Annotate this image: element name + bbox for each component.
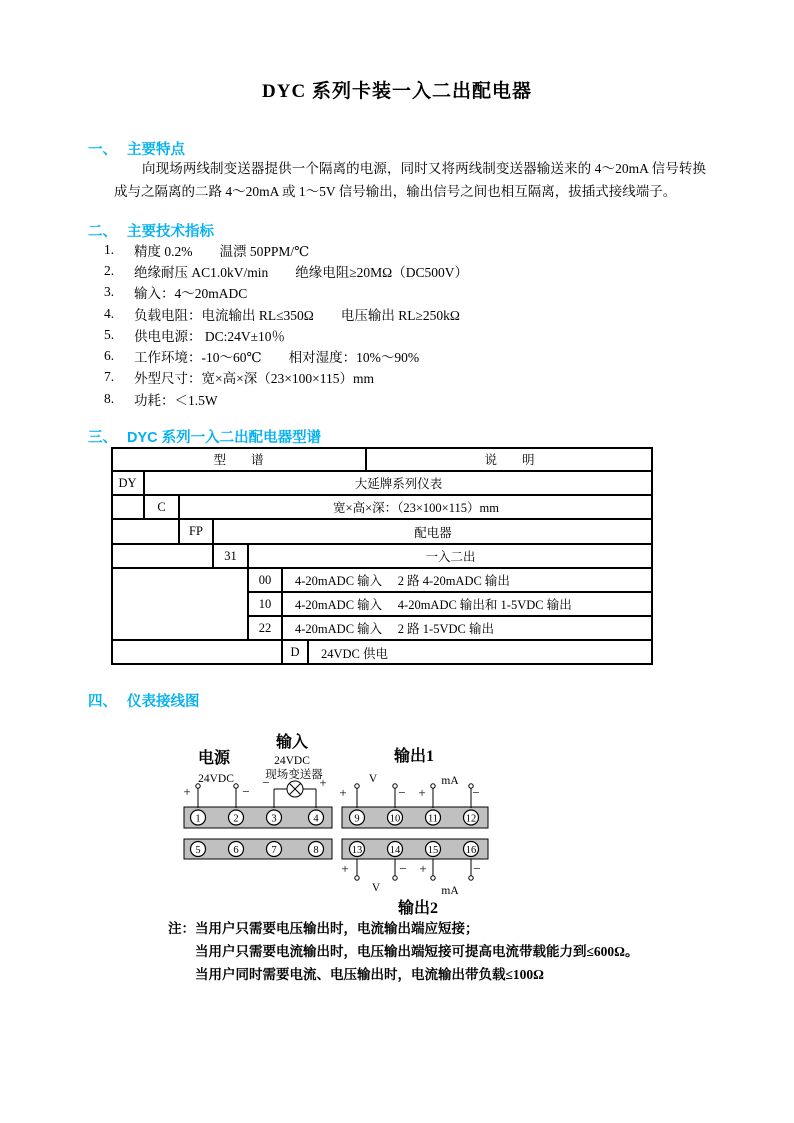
list-item-text: 工作环境：-10～60℃ 相对湿度：10%～90%	[134, 350, 420, 366]
table-code-cell: 00	[248, 568, 282, 592]
section-models-heading	[88, 426, 321, 447]
polarity-sign: +	[319, 775, 327, 790]
model-spectrum-table	[111, 447, 653, 665]
list-item-text: 精度 0.2% 温漂 50PPM/℃	[134, 243, 310, 259]
terminal-number: 12	[465, 813, 477, 825]
list-item-number: 6.	[104, 348, 115, 364]
section-wiring-heading	[88, 690, 200, 711]
section-specs-heading	[88, 220, 214, 241]
polarity-sign: −	[399, 861, 407, 876]
note-label: 注：	[168, 921, 195, 936]
terminal-number: 8	[313, 845, 319, 856]
spec-list	[104, 239, 684, 409]
list-item-text: 外型尺寸：宽×高×深（23×100×115）mm	[134, 371, 374, 387]
current-unit-label: mA	[441, 885, 459, 897]
table-desc-cell: 24VDC 供电	[308, 640, 653, 665]
table-desc-cell: 4-20mADC 输入 2 路 4-20mADC 输出	[282, 568, 653, 592]
wiring-diagram	[170, 727, 500, 919]
polarity-sign: +	[341, 861, 349, 876]
output1-label: 输出1	[393, 748, 435, 765]
table-desc-cell: 配电器	[213, 519, 653, 544]
wire-end-node	[355, 876, 359, 880]
table-code-cell: FP	[179, 519, 213, 544]
table-code-cell: C	[144, 495, 179, 519]
table-desc-cell: 4-20mADC 输入 4-20mADC 输出和 1-5VDC 输出	[282, 592, 653, 616]
section-title: 主要特点	[127, 142, 185, 158]
terminal-number: 10	[389, 813, 401, 825]
note-text: 当用户只需要电压输出时，电流输出端应短接；	[195, 921, 479, 936]
terminal-number: 13	[351, 845, 363, 856]
doc-title: DYC 系列卡装一入二出配电器	[262, 81, 532, 102]
table-code-cell: 22	[248, 616, 282, 640]
polarity-sign: −	[262, 775, 270, 790]
list-item-number: 7.	[104, 369, 115, 385]
table-empty-cell	[111, 519, 179, 544]
table-code-cell: 31	[213, 544, 248, 568]
terminal-number: 16	[465, 845, 477, 856]
terminal-number: 4	[313, 813, 319, 825]
section-title: DYC 系列一入二出配电器型谱	[127, 430, 322, 446]
list-item	[104, 239, 684, 260]
features-paragraph: 向现场两线制变送器提供一个隔离的电源，同时又将两线制变送器输送来的 4～20mA 信号转换成与之隔离的二路 4～20mA 或 1～5V 信号输出，输出信号之间也相互隔离，拔插式接线端子。	[114, 161, 706, 199]
section-title: 仪表接线图	[127, 694, 200, 710]
volt-unit-label: V	[368, 773, 378, 785]
current-unit-label: mA	[441, 775, 459, 787]
note-line: 当用户只需要电流输出时，电压输出端短接可提高电流带载能力到≤600Ω。	[195, 944, 639, 959]
table-code-cell: D	[282, 640, 308, 665]
section-features-heading	[88, 138, 185, 159]
section-number: 一、	[88, 142, 117, 158]
table-desc-cell: 大延牌系列仪表	[144, 471, 653, 495]
terminal-number: 14	[389, 845, 401, 856]
polarity-sign: +	[183, 784, 191, 799]
terminal-number: 11	[427, 813, 439, 825]
terminal-number: 15	[427, 845, 439, 856]
wire-end-node	[431, 876, 435, 880]
wire-end-node	[393, 784, 397, 788]
note-line	[168, 917, 728, 940]
list-item	[104, 388, 684, 409]
list-item-number: 8.	[104, 390, 115, 406]
polarity-sign: −	[242, 784, 250, 799]
table-empty-cell	[111, 640, 282, 665]
wire-end-node	[234, 784, 238, 788]
table-code-cell: DY	[111, 471, 144, 495]
section-number: 三、	[88, 430, 117, 446]
polarity-sign: +	[418, 785, 426, 800]
table-empty-cell	[111, 544, 213, 568]
power-label: 电源	[197, 750, 231, 767]
list-item-number: 3.	[104, 284, 115, 300]
table-empty-cell	[111, 568, 248, 640]
section-number: 四、	[88, 694, 117, 710]
wire-end-node	[355, 784, 359, 788]
output2-label: 输出2	[397, 900, 439, 917]
table-desc-cell: 宽×高×深：（23×100×115）mm	[179, 495, 653, 519]
transmitter-label: 现场变送器	[265, 769, 323, 781]
polarity-sign: +	[419, 861, 427, 876]
list-item-text: 负载电阻：电流输出 RL≤350Ω 电压输出 RL≥250kΩ	[134, 307, 460, 323]
terminal-number: 5	[195, 845, 201, 856]
volt-unit-label: V	[371, 882, 381, 894]
notes-block	[168, 917, 728, 986]
list-item-number: 5.	[104, 326, 115, 342]
list-item-text: 供电电源： DC:24V±10％	[134, 328, 286, 344]
polarity-sign: −	[472, 785, 480, 800]
note-line: 当用户同时需要电流、电压输出时，电流输出带负载≤100Ω	[195, 967, 544, 982]
list-item-text: 输入：4～20mADC	[134, 286, 248, 302]
input-label: 输入	[275, 734, 309, 751]
list-item-number: 4.	[104, 305, 115, 321]
list-item-text: 功耗：＜1.5W	[134, 392, 218, 408]
wire-end-node	[431, 784, 435, 788]
terminal-number: 6	[233, 845, 239, 856]
list-item	[104, 367, 684, 388]
list-item	[104, 324, 684, 345]
list-item	[104, 282, 684, 303]
table-header-model: 型 谱	[111, 447, 366, 471]
terminal-number: 9	[354, 813, 360, 825]
table-desc-cell: 一入二出	[248, 544, 653, 568]
table-code-cell: 10	[248, 592, 282, 616]
power-voltage-label: 24VDC	[198, 773, 234, 785]
list-item-number: 1.	[104, 241, 115, 257]
polarity-sign: −	[473, 861, 481, 876]
wire-end-node	[393, 876, 397, 880]
section-title: 主要技术指标	[127, 224, 214, 240]
list-item-number: 2.	[104, 262, 115, 278]
list-item	[104, 260, 684, 281]
wire-end-node	[469, 876, 473, 880]
list-item-text: 绝缘耐压 AC1.0kV/min 绝缘电阻≥20MΩ（DC500V）	[134, 264, 468, 280]
table-header-desc: 说 明	[366, 447, 653, 471]
polarity-sign: +	[339, 785, 347, 800]
section-number: 二、	[88, 224, 117, 240]
list-item	[104, 345, 684, 366]
input-voltage-label: 24VDC	[274, 755, 310, 767]
wiring-diagram-svg	[170, 727, 500, 919]
table-empty-cell	[111, 495, 144, 519]
terminal-number: 2	[233, 813, 239, 825]
terminal-number: 1	[195, 813, 201, 825]
terminal-number: 3	[271, 813, 277, 825]
terminal-number: 7	[271, 845, 277, 856]
list-item	[104, 303, 684, 324]
table-desc-cell: 4-20mADC 输入 2 路 1-5VDC 输出	[282, 616, 653, 640]
polarity-sign: −	[398, 785, 406, 800]
